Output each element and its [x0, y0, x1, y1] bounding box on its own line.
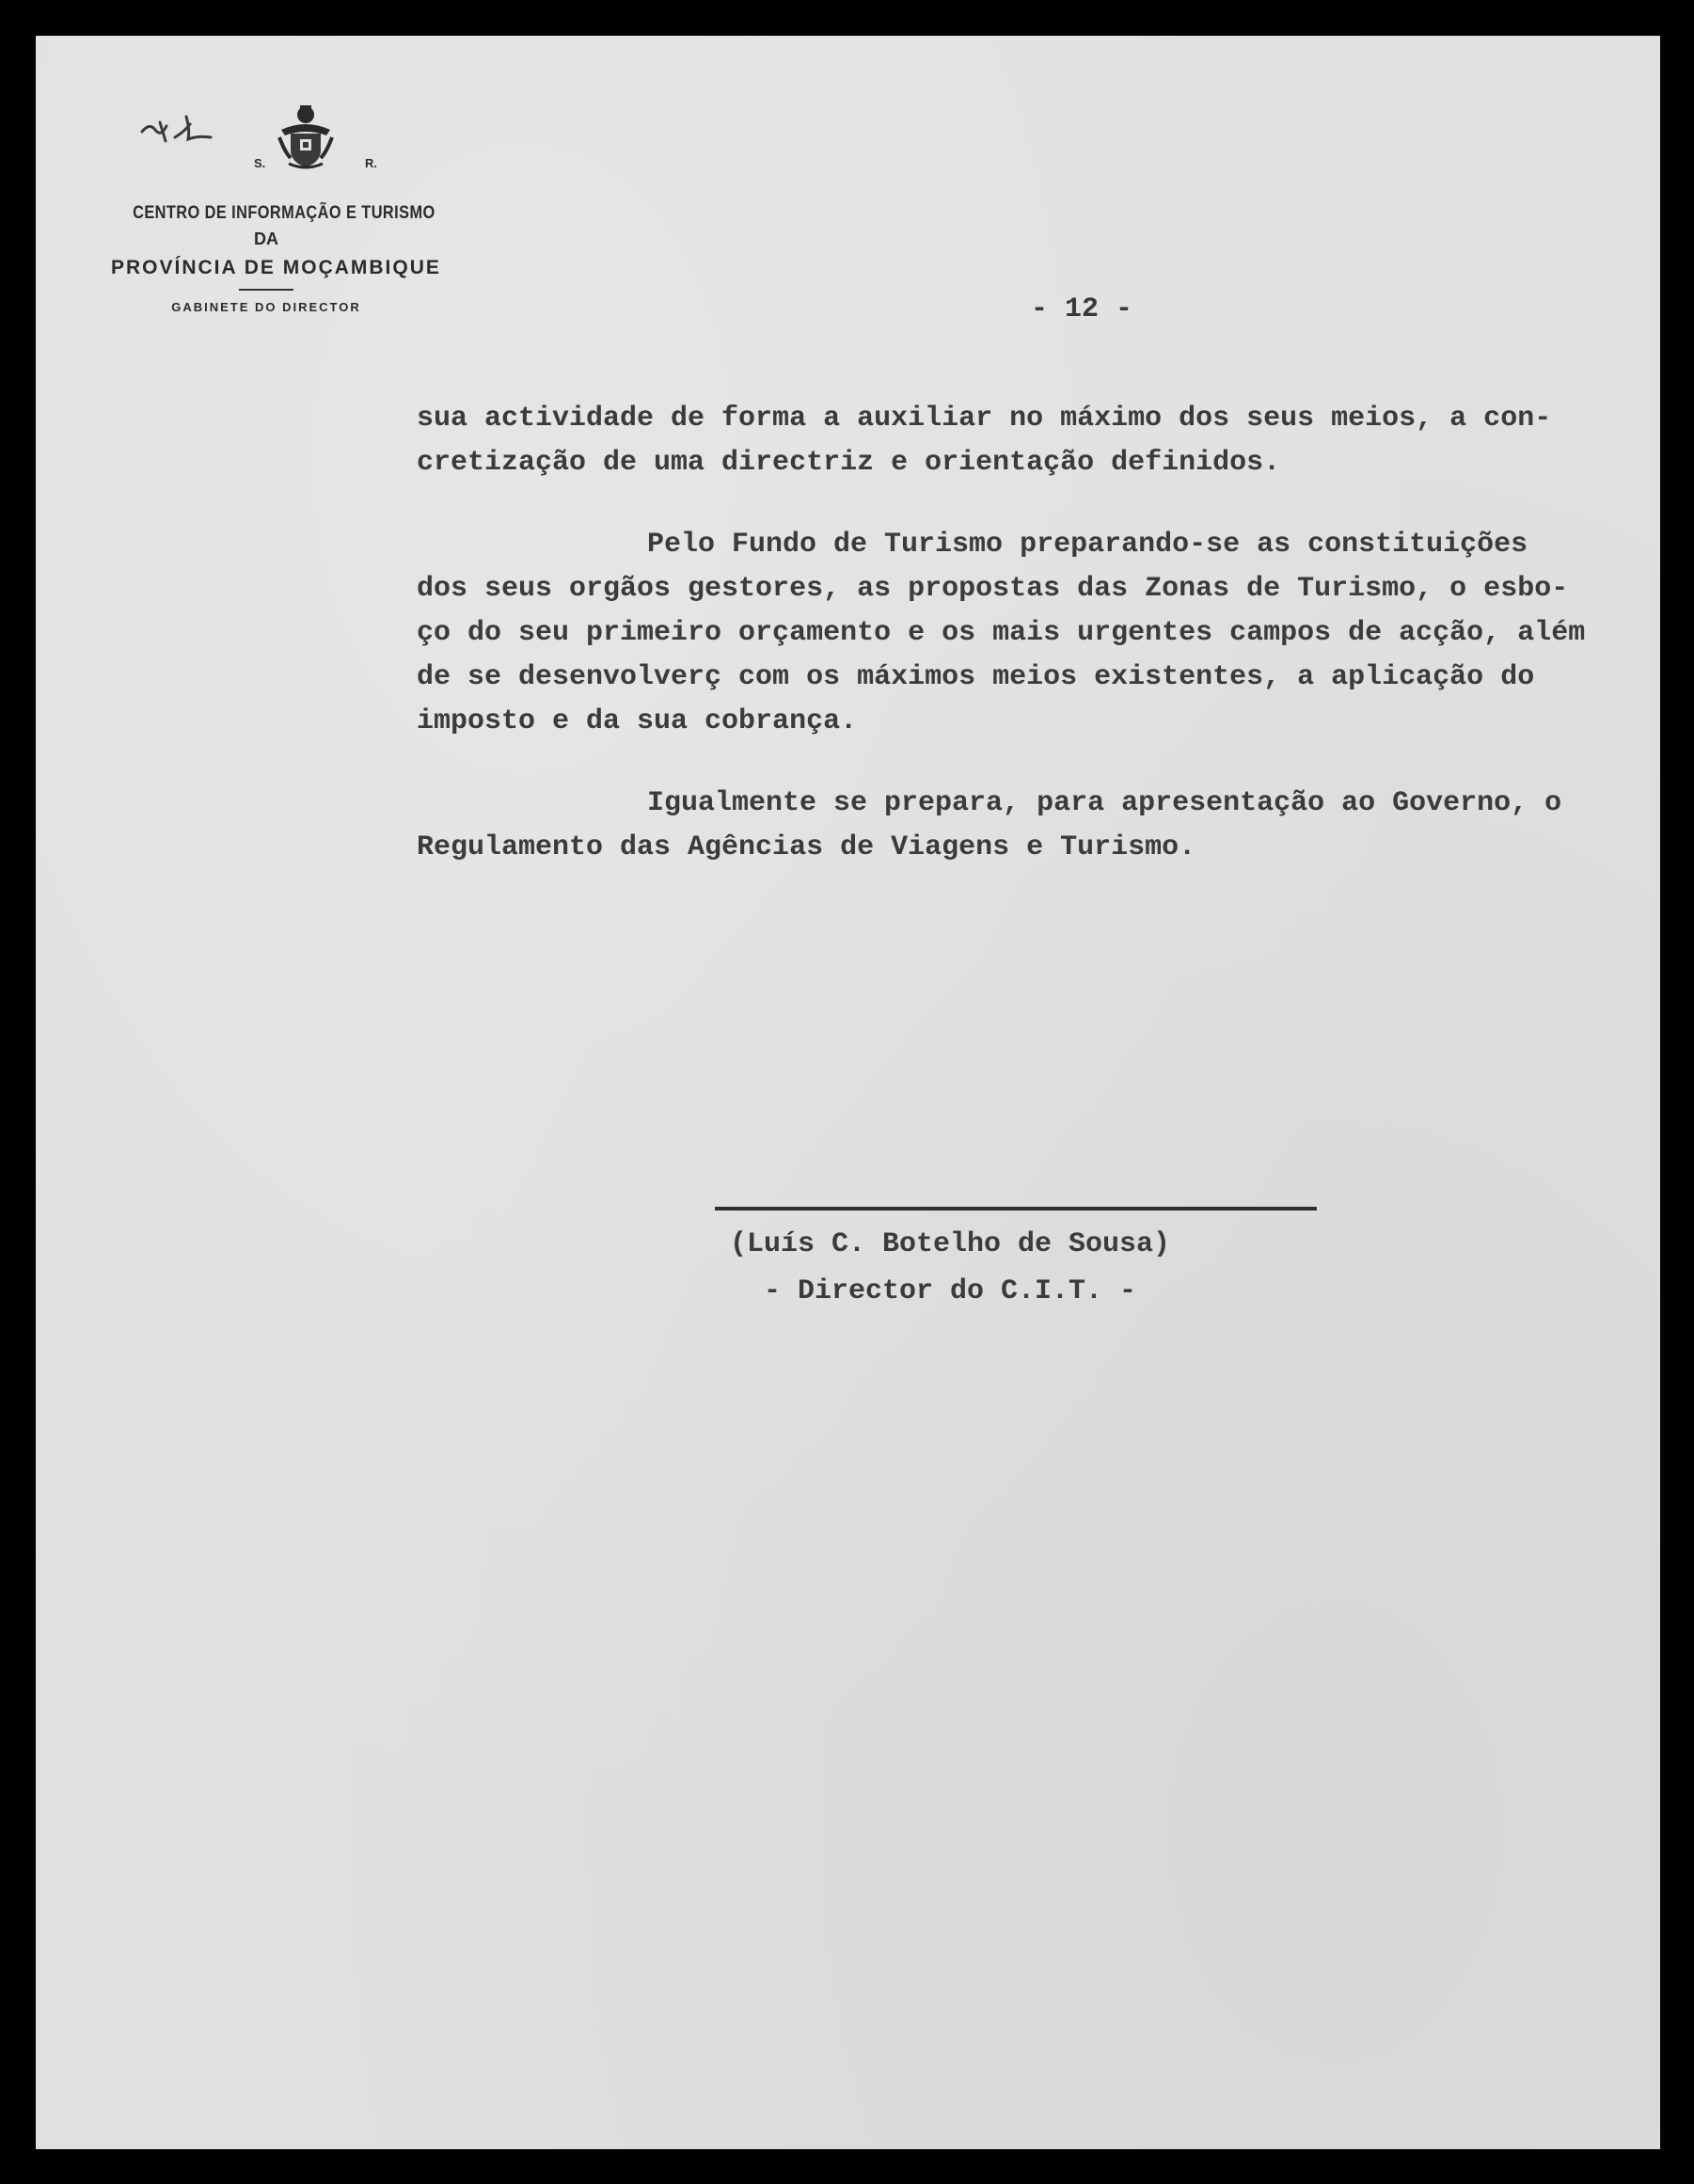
letterhead-divider	[239, 289, 293, 291]
paragraph-line: imposto e da sua cobrança.	[417, 705, 858, 737]
stamp-mark-r: R.	[365, 156, 377, 170]
paragraph-line: sua actividade de forma a auxiliar no máximo dos seus meios, a con-	[417, 403, 1552, 435]
body-text	[417, 397, 1602, 908]
paragraph-line: Pelo Fundo de Turismo preparando-se as constituições	[647, 529, 1528, 561]
org-name-line2: DA	[254, 229, 278, 248]
paragraph-line: cretização de uma directriz e orientação definidos.	[417, 447, 1281, 479]
paragraph-line: Igualmente se prepara, para apresentação ao Governo, o	[647, 787, 1562, 819]
paragraph-line: Regulamento das Agências de Viagens e Turismo.	[417, 831, 1196, 863]
coat-of-arms-emblem	[276, 102, 336, 171]
letterhead	[111, 92, 441, 314]
document-page	[36, 36, 1660, 2149]
office-name: GABINETE DO DIRECTOR	[171, 300, 361, 314]
signatory-name: (Luís C. Botelho de Sousa)	[729, 1228, 1171, 1260]
paragraph-2	[417, 523, 1602, 744]
stamp-mark-s: S.	[254, 156, 266, 170]
org-name-line1: CENTRO DE INFORMAÇÃO E TURISMO	[133, 203, 435, 223]
signature-line	[715, 1207, 1317, 1211]
paragraph-3	[417, 782, 1602, 870]
paragraph-line: de se desenvolverç com os máximos meios existentes, a aplicação do	[417, 661, 1535, 693]
paragraph-line: ço do seu primeiro orçamento e os mais urgentes campos de acção, além	[417, 617, 1586, 649]
page-number: - 12 -	[1031, 293, 1133, 325]
org-name-line3: PROVÍNCIA DE MOÇAMBIQUE	[111, 257, 441, 278]
letterhead-marks	[111, 92, 421, 175]
handwritten-initials-mark	[137, 111, 241, 149]
paragraph-line: dos seus orgãos gestores, as propostas das Zonas de Turismo, o esbo-	[417, 573, 1569, 605]
signatory-title: - Director do C.I.T. -	[763, 1275, 1137, 1307]
paragraph-1	[417, 397, 1602, 485]
